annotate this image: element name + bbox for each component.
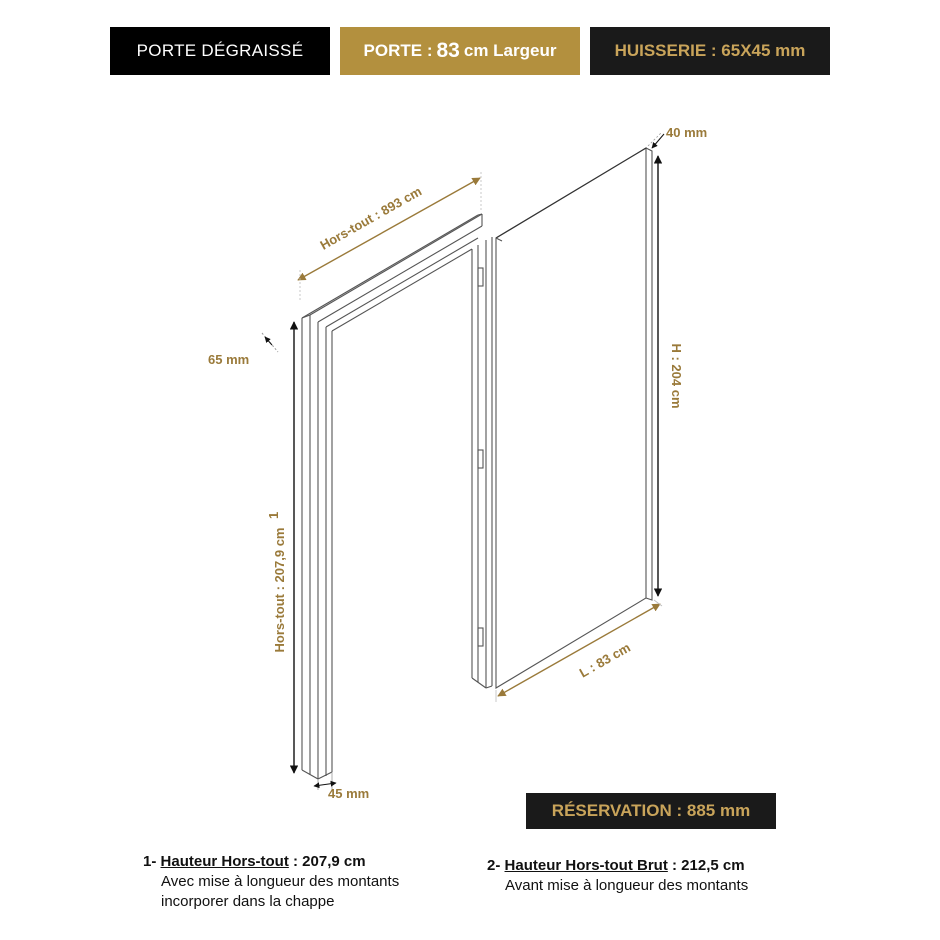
- door-badge-prefix: PORTE :: [363, 41, 433, 60]
- frame-depth-label: 65 mm: [208, 352, 250, 367]
- note-1-value: : 207,9 cm: [293, 853, 366, 870]
- title-label: PORTE DÉGRAISSÉ: [136, 41, 304, 60]
- note-1-line-1: Avec mise à longueur des montants: [161, 873, 400, 890]
- note-1-title: Hauteur Hors-tout: [160, 853, 289, 870]
- door-badge-value: 83: [436, 39, 460, 62]
- door-thickness-label: 40 mm: [666, 125, 708, 140]
- reservation-label: RÉSERVATION : 885 mm: [551, 801, 751, 820]
- frame-width-label: Hors-tout : 893 cm: [317, 183, 425, 253]
- note-2-number: 2-: [487, 857, 501, 874]
- door-frame: [302, 214, 492, 779]
- reservation-badge: [526, 793, 776, 829]
- note-height-finished: [143, 852, 399, 912]
- frame-badge-label: HUISSERIE : 65X45 mm: [614, 41, 806, 60]
- frame-height-dimension: [266, 322, 294, 773]
- note-2-title: Hauteur Hors-tout Brut: [504, 857, 668, 874]
- frame-thickness-label: 45 mm: [328, 786, 370, 801]
- frame-depth-dimension: [208, 333, 278, 367]
- frame-height-label: Hors-tout : 207,9 cm: [272, 527, 287, 653]
- frame-width-dimension: [298, 172, 481, 300]
- door-height-label: H : 204 cm: [669, 343, 684, 409]
- note-2-value: : 212,5 cm: [672, 857, 745, 874]
- note-2-line-1: Avant mise à longueur des montants: [505, 877, 749, 894]
- door-width-dimension: [496, 600, 662, 702]
- note-height-raw: [487, 856, 748, 896]
- door-badge-suffix: cm Largeur: [463, 41, 557, 60]
- door-height-dimension: [658, 156, 684, 596]
- frame-height-marker: 1: [266, 511, 281, 519]
- door-leaf: [496, 148, 652, 688]
- door-thickness-dimension: [648, 125, 707, 148]
- door-width-label: L : 83 cm: [576, 639, 633, 681]
- note-1-line-2: incorporer dans la chappe: [161, 893, 335, 910]
- note-1-number: 1-: [143, 853, 157, 870]
